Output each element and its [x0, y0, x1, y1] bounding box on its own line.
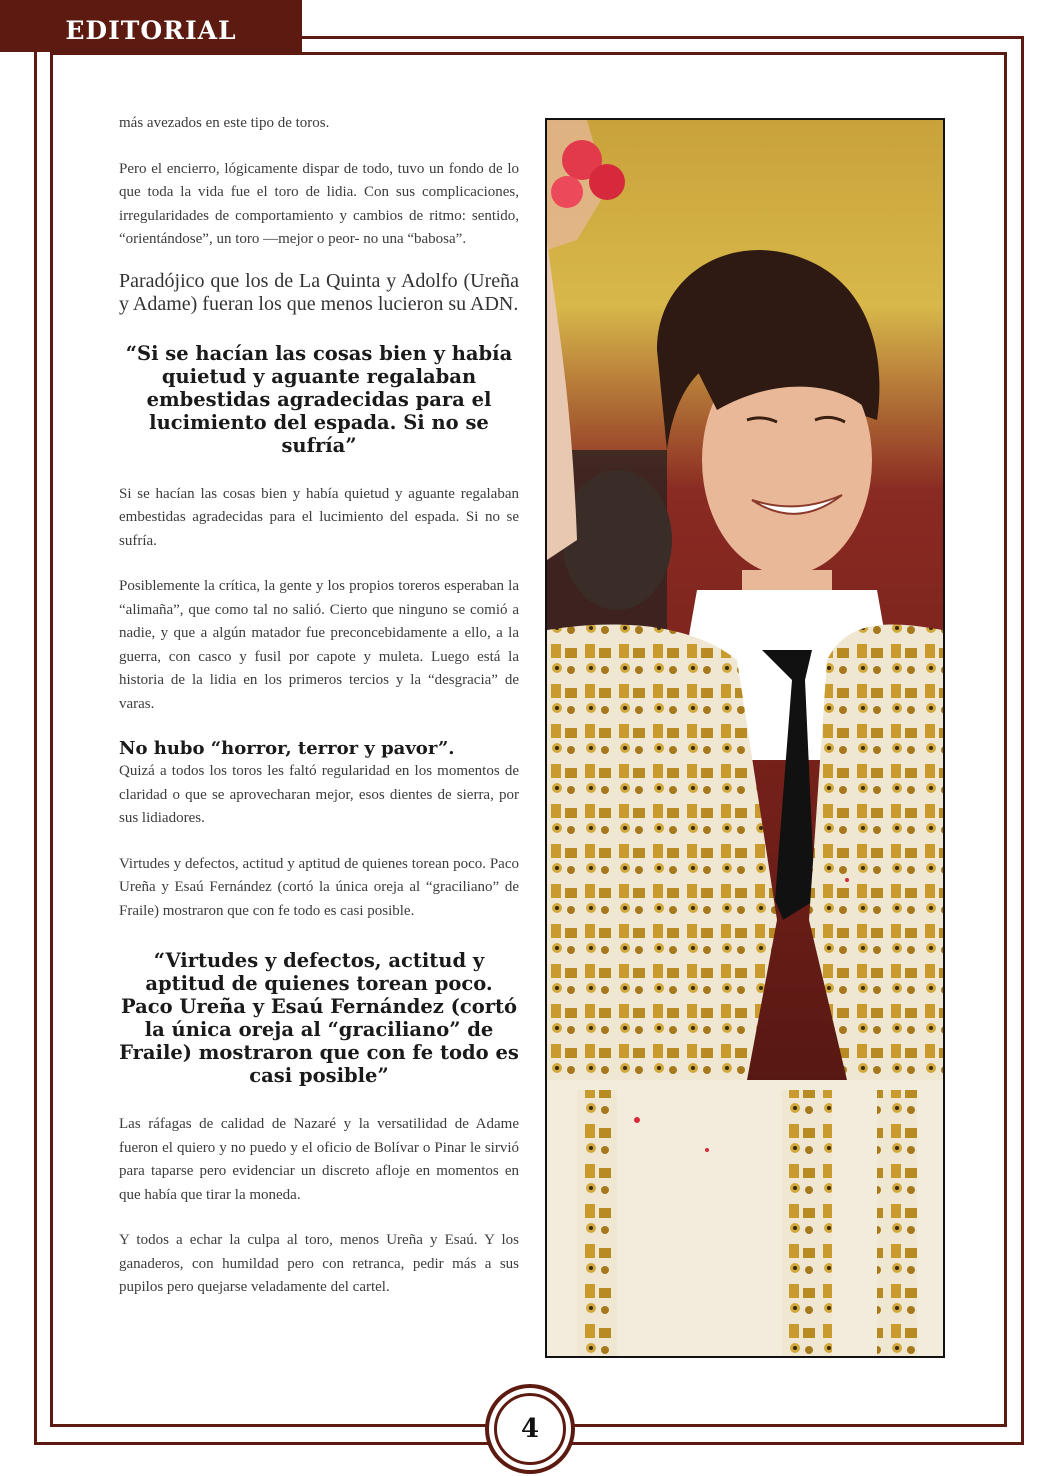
- paragraph-7: Las ráfagas de calidad de Nazaré y la versatilidad de Adame fueron el quiero y no puedo y el oficio de Bolívar o Pinar le sirvió para taparse pero evidenciar un discreto afloje en momentos en que había que tirar la moneda.: [119, 1116, 519, 1203]
- subheading: No hubo “horror, terror y pavor”.: [119, 738, 455, 759]
- article-column: [119, 112, 519, 1300]
- paragraph-3: Si se hacían las cosas bien y había quietud y aguante regalaban embestidas agradecidas para el lucimiento del espada. Si no se sufría.: [119, 485, 519, 549]
- bullfighter-photo: [545, 118, 945, 1358]
- page-number: 4: [494, 1393, 566, 1465]
- paragraph-1: más avezados en este tipo de toros.: [119, 115, 330, 131]
- bullfighter-illustration: [547, 120, 943, 1356]
- paragraph-6: Virtudes y defectos, actitud y aptitud de quienes torean poco. Paco Ureña y Esaú Fernández (cortó la única oreja al “graciliano” de Fraile) mostraron que con fe todo es casi posible.: [119, 855, 519, 919]
- pull-quote-1: “Si se hacían las cosas bien y había quietud y aguante regalaban embestidas agradecidas para el lucimiento del espada. Si no se sufría”: [125, 341, 513, 457]
- page-number-badge: [485, 1384, 575, 1474]
- paragraph-2: Pero el encierro, lógicamente dispar de todo, tuvo un fondo de lo que toda la vida fue el toro de lidia. Con sus complicaciones, irregularidades de comportamiento y cambios de ritmo: sentido, “orientándose”, un toro —mejor o peor- no una “babosa”.: [119, 160, 519, 247]
- lead-paragraph: Paradójico que los de La Quinta y Adolfo (Ureña y Adame) fueran los que menos lucieron su ADN.: [119, 269, 519, 315]
- pull-quote-2: “Virtudes y defectos, actitud y aptitud de quienes torean poco. Paco Ureña y Esaú Fernández (cortó la única oreja al “graciliano” de Fraile) mostraron que con fe todo es casi posible”: [119, 949, 519, 1087]
- paragraph-5: Quizá a todos los toros les faltó regularidad en los momentos de claridad o que se aprovecharan mejor, esos dientes de sierra, por sus lidiadores.: [119, 763, 519, 826]
- paragraph-4: Posiblemente la crítica, la gente y los propios toreros esperaban la “alimaña”, que como tal no salió. Cierto que ninguno se comió a nadie, y que a algún matador fue preconcebidamente a ello, a la guerra, con casco y fusil por capote y muleta. Luego está la historia de la lidia en los primeros tercios y la “desgracia” de varas.: [119, 578, 519, 712]
- section-label: EDITORIAL: [0, 0, 302, 52]
- paragraph-8: Y todos a echar la culpa al toro, menos Ureña y Esaú. Y los ganaderos, con humildad pero con retranca, pedir más a sus pupilos pero quejarse veladamente del cartel.: [119, 1232, 519, 1295]
